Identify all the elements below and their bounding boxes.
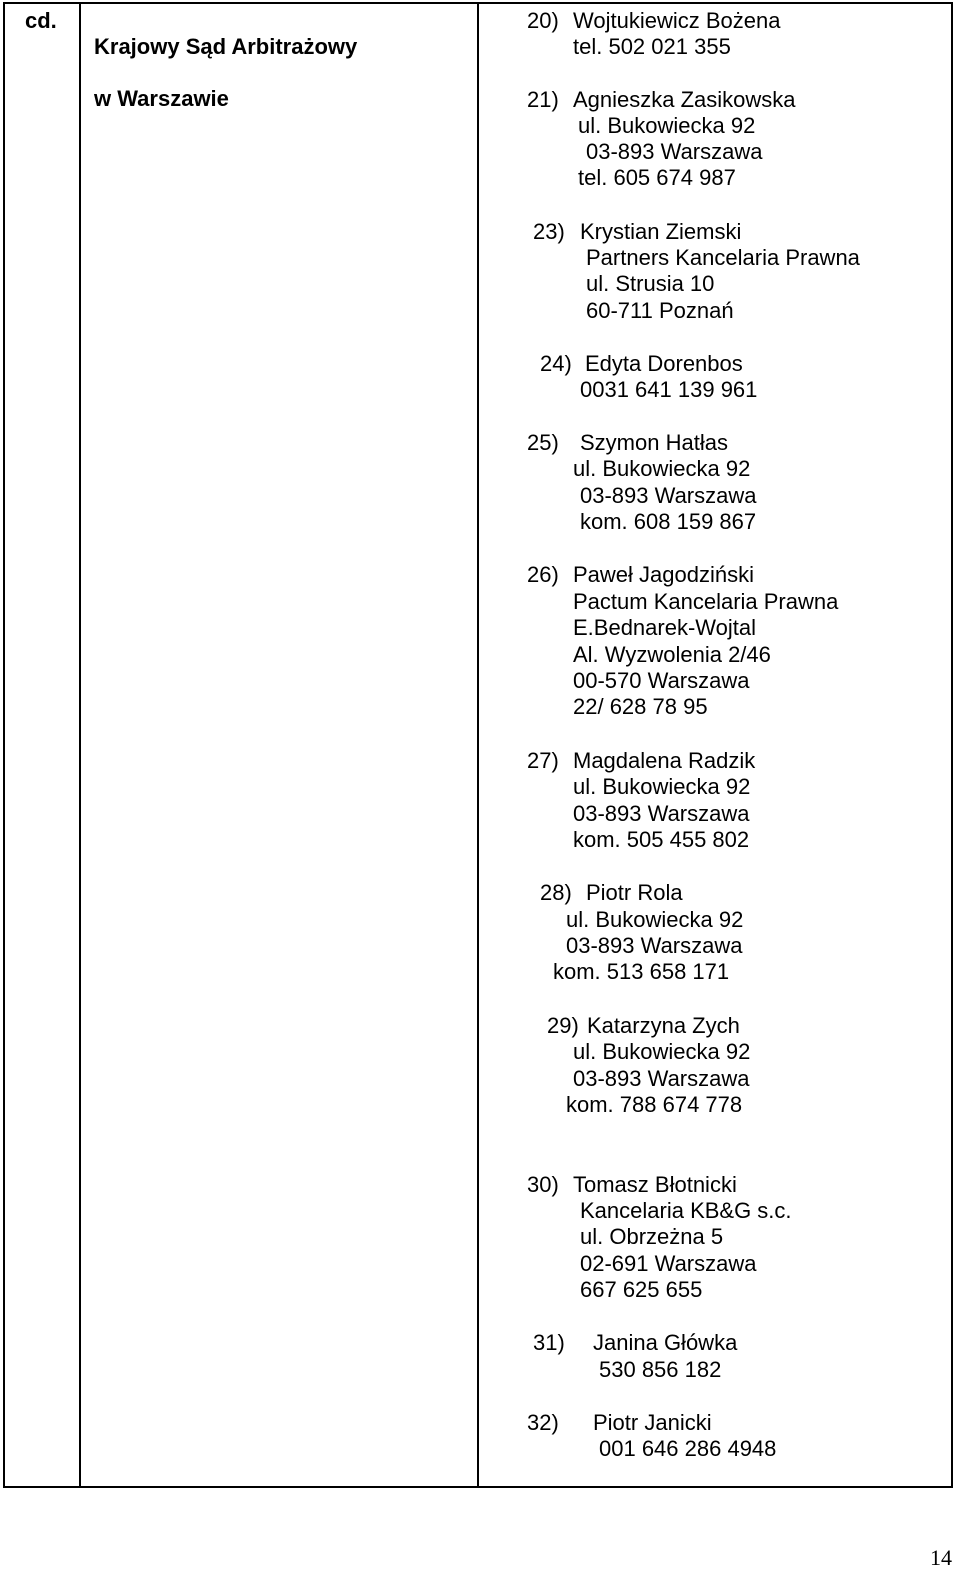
entry-line: 03-893 Warszawa [586, 139, 763, 164]
entry-line: kom. 788 674 778 [566, 1092, 743, 1117]
entry-line: 03-893 Warszawa [580, 483, 757, 508]
entry-number: 31) [533, 1330, 565, 1355]
arbitrators-table [3, 2, 953, 1488]
entry-line: E.Bednarek-Wojtal [573, 615, 757, 640]
entry-line: 0031 641 139 961 [580, 377, 758, 402]
entry-number: 29) [547, 1013, 579, 1038]
entry-line: 03-893 Warszawa [573, 801, 750, 826]
entry-line: ul. Bukowiecka 92 [573, 774, 751, 799]
entry-name: Piotr Janicki [593, 1410, 712, 1435]
entry-number: 32) [527, 1410, 559, 1435]
entry-line: ul. Strusia 10 [586, 271, 715, 296]
entry-name: Wojtukiewicz Bożena [573, 8, 781, 33]
entry-line: 530 856 182 [599, 1357, 722, 1382]
entry-line: Kancelaria KB&G s.c. [580, 1198, 792, 1223]
entry-line: 03-893 Warszawa [573, 1066, 750, 1091]
court-name-line: Krajowy Sąd Arbitrażowy [94, 34, 358, 59]
entry-line: ul. Obrzeżna 5 [580, 1224, 724, 1249]
entry-name: Krystian Ziemski [580, 219, 742, 244]
entry-line: ul. Bukowiecka 92 [578, 113, 756, 138]
entry-line: Pactum Kancelaria Prawna [573, 589, 839, 614]
entry-line: kom. 505 455 802 [573, 827, 750, 852]
continuation-label: cd. [25, 8, 57, 33]
column-divider [79, 4, 81, 1486]
entry-name: Tomasz Błotnicki [573, 1172, 737, 1197]
entry-line: kom. 608 159 867 [580, 509, 757, 534]
entry-line: ul. Bukowiecka 92 [566, 907, 744, 932]
entry-name: Piotr Rola [586, 880, 683, 905]
entry-name: Katarzyna Zych [587, 1013, 740, 1038]
entry-line: tel. 502 021 355 [573, 34, 731, 59]
entry-number: 27) [527, 748, 559, 773]
court-name-line: w Warszawie [94, 86, 229, 111]
entry-number: 28) [540, 880, 572, 905]
entry-line: 00-570 Warszawa [573, 668, 750, 693]
entry-line: tel. 605 674 987 [578, 165, 736, 190]
entry-line: 22/ 628 78 95 [573, 694, 708, 719]
entry-name: Agnieszka Zasikowska [573, 87, 796, 112]
entry-number: 21) [527, 87, 559, 112]
entry-number: 30) [527, 1172, 559, 1197]
entry-line: ul. Bukowiecka 92 [573, 456, 751, 481]
entry-number: 23) [533, 219, 565, 244]
entry-number: 25) [527, 430, 559, 455]
entry-number: 20) [527, 8, 559, 33]
entry-number: 26) [527, 562, 559, 587]
entry-name: Janina Główka [593, 1330, 738, 1355]
entry-line: kom. 513 658 171 [553, 959, 730, 984]
entry-line: 667 625 655 [580, 1277, 703, 1302]
entry-line: 001 646 286 4948 [599, 1436, 777, 1461]
entry-line: ul. Bukowiecka 92 [573, 1039, 751, 1064]
page-number: 14 [930, 1545, 952, 1570]
column-divider [477, 4, 479, 1486]
entry-name: Szymon Hatłas [580, 430, 728, 455]
entry-line: Al. Wyzwolenia 2/46 [573, 642, 771, 667]
entry-number: 24) [540, 351, 572, 376]
entry-line: 03-893 Warszawa [566, 933, 743, 958]
entry-line: Partners Kancelaria Prawna [586, 245, 860, 270]
entry-line: 02-691 Warszawa [580, 1251, 757, 1276]
entry-line: 60-711 Poznań [586, 298, 734, 323]
entry-name: Magdalena Radzik [573, 748, 756, 773]
entry-name: Paweł Jagodziński [573, 562, 754, 587]
entry-name: Edyta Dorenbos [585, 351, 743, 376]
court-name [94, 8, 357, 138]
